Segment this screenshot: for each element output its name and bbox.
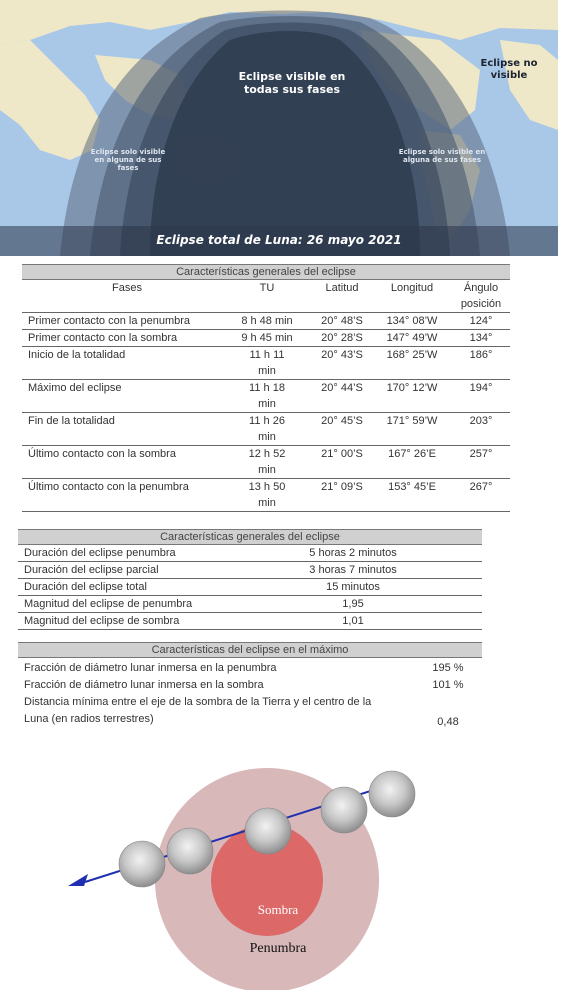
phase-time-line-2: min <box>258 464 276 476</box>
table-row <box>18 613 482 630</box>
phase-name: Fin de la totalidad <box>28 415 115 427</box>
phase-angle: 194° <box>469 382 493 394</box>
phase-time <box>222 446 312 478</box>
table-row <box>22 313 510 330</box>
phase-latitude: 21° 09’S <box>321 481 363 493</box>
phase-angle: 257° <box>469 448 493 460</box>
phase-angle: 203° <box>469 415 493 427</box>
list-item <box>18 694 482 728</box>
table-row <box>22 347 510 380</box>
phase-name: Primer contacto con la penumbra <box>28 315 191 327</box>
moon-3 <box>245 808 291 854</box>
phase-longitude: 134° 08’W <box>386 315 438 327</box>
phase-time <box>222 313 312 329</box>
phase-longitude: 153° 45’E <box>388 481 436 493</box>
moon-2 <box>321 787 367 833</box>
duration-label: Duración del eclipse parcial <box>24 564 159 576</box>
penumbra-label: Penumbra <box>249 941 307 956</box>
visible-all-phases-label: Eclipse visible en todas sus fases <box>238 70 346 96</box>
phase-longitude: 147° 49’W <box>386 332 438 344</box>
phase-angle: 267° <box>469 481 493 493</box>
maximum-label-line-1: Fracción de diámetro lunar inmersa en la penumbra <box>24 662 277 674</box>
phase-time-line-1: 9 h 45 min <box>241 332 293 344</box>
eclipse-path-diagram <box>60 740 430 990</box>
table-row <box>18 579 482 596</box>
maximum-value: 101 % <box>432 679 464 691</box>
phases-table-title: Características generales del eclipse <box>22 264 510 280</box>
duration-value: 15 minutos <box>326 581 380 593</box>
table-row <box>18 596 482 613</box>
moon-4 <box>167 828 213 874</box>
moon-path-arrow <box>68 874 88 886</box>
phase-time <box>222 347 312 379</box>
phase-latitude: 20° 45’S <box>321 415 363 427</box>
table-row <box>22 413 510 446</box>
phase-angle: 186° <box>469 349 493 361</box>
maximum-value: 0,48 <box>437 716 459 728</box>
phase-time-line-1: 11 h 11 <box>249 349 285 361</box>
phase-angle: 134° <box>469 332 493 344</box>
phase-time <box>222 380 312 412</box>
partial-visible-right-label: Eclipse solo visible en alguna de sus fases <box>398 148 486 164</box>
maximum-label <box>24 660 414 677</box>
table-row <box>22 446 510 479</box>
phase-time <box>222 413 312 445</box>
maximum-label-line-1: Fracción de diámetro lunar inmersa en la sombra <box>24 679 264 691</box>
phases-table-header <box>22 280 510 313</box>
phase-name: Primer contacto con la sombra <box>28 332 178 344</box>
world-map <box>0 0 558 256</box>
maximum-value: 195 % <box>432 662 464 674</box>
phase-time-line-2: min <box>258 431 276 443</box>
table-row <box>22 380 510 413</box>
phase-time <box>222 330 312 346</box>
duration-label: Duración del eclipse total <box>24 581 147 593</box>
phase-longitude: 168° 25’W <box>386 349 438 361</box>
maximum-label <box>24 694 414 728</box>
map-title: Eclipse total de Luna: 26 mayo 2021 <box>156 233 402 247</box>
eclipse-visibility-map <box>0 0 558 256</box>
phase-time-line-1: 11 h 26 <box>249 415 285 427</box>
phase-longitude: 170° 12’W <box>386 382 438 394</box>
duration-value: 5 horas 2 minutos <box>309 547 397 559</box>
phase-latitude: 20° 28’S <box>321 332 363 344</box>
phase-latitude: 20° 48’S <box>321 315 363 327</box>
phase-time-line-2: min <box>258 497 276 509</box>
maximum-label <box>24 677 414 694</box>
phase-name: Último contacto con la penumbra <box>28 481 189 493</box>
not-visible-label: Eclipse no visible <box>480 58 538 81</box>
moon-5 <box>119 841 165 887</box>
table-row <box>22 330 510 347</box>
phase-time-line-1: 11 h 18 <box>249 382 285 394</box>
phase-time-line-1: 8 h 48 min <box>241 315 293 327</box>
table-row <box>18 545 482 562</box>
phases-table <box>22 264 510 512</box>
duration-value: 1,01 <box>342 615 364 627</box>
phase-longitude: 171° 59’W <box>386 415 438 427</box>
phase-time <box>222 479 312 511</box>
list-item <box>18 677 482 694</box>
phase-time-line-1: 13 h 50 <box>248 481 286 493</box>
header-longitude: Longitud <box>390 282 434 294</box>
phase-latitude: 20° 43’S <box>321 349 363 361</box>
phase-time-line-2: min <box>258 398 276 410</box>
maximum-label-line-1: Distancia mínima entre el eje de la sombra de la Tierra y el centro de la <box>24 696 372 708</box>
phase-time-line-2: min <box>258 365 276 377</box>
duration-label: Magnitud del eclipse de sombra <box>24 615 180 627</box>
header-tu: TU <box>259 282 275 294</box>
list-item <box>18 660 482 677</box>
umbra-label: Sombra <box>257 902 299 917</box>
phase-angle: 124° <box>469 315 493 327</box>
phase-longitude: 167° 26’E <box>388 448 436 460</box>
partial-visible-left-label: Eclipse solo visible en alguna de sus fases <box>90 148 166 172</box>
duration-value: 1,95 <box>342 598 364 610</box>
phase-name: Inicio de la totalidad <box>28 349 126 361</box>
maximum-table-title: Características del eclipse en el máximo <box>18 642 482 658</box>
phase-name: Máximo del eclipse <box>28 382 122 394</box>
phase-name: Último contacto con la sombra <box>28 448 176 460</box>
header-angle-line-2: posición <box>460 298 502 310</box>
header-phase: Fases <box>112 282 142 294</box>
header-latitude: Latitud <box>325 282 359 294</box>
phase-time-line-1: 12 h 52 <box>248 448 286 460</box>
duration-value: 3 horas 7 minutos <box>309 564 397 576</box>
table-row <box>22 479 510 512</box>
phase-latitude: 21° 00’S <box>321 448 363 460</box>
duration-table-title: Características generales del eclipse <box>18 529 482 545</box>
header-angle <box>452 280 510 312</box>
table-row <box>18 562 482 579</box>
phase-latitude: 20° 44’S <box>321 382 363 394</box>
duration-table <box>18 529 482 630</box>
header-angle-line-1: Ángulo <box>463 282 499 294</box>
duration-label: Duración del eclipse penumbra <box>24 547 176 559</box>
maximum-table <box>18 642 482 728</box>
moon-1 <box>369 771 415 817</box>
duration-label: Magnitud del eclipse de penumbra <box>24 598 193 610</box>
maximum-label-line-2: Luna (en radios terrestres) <box>24 713 154 725</box>
